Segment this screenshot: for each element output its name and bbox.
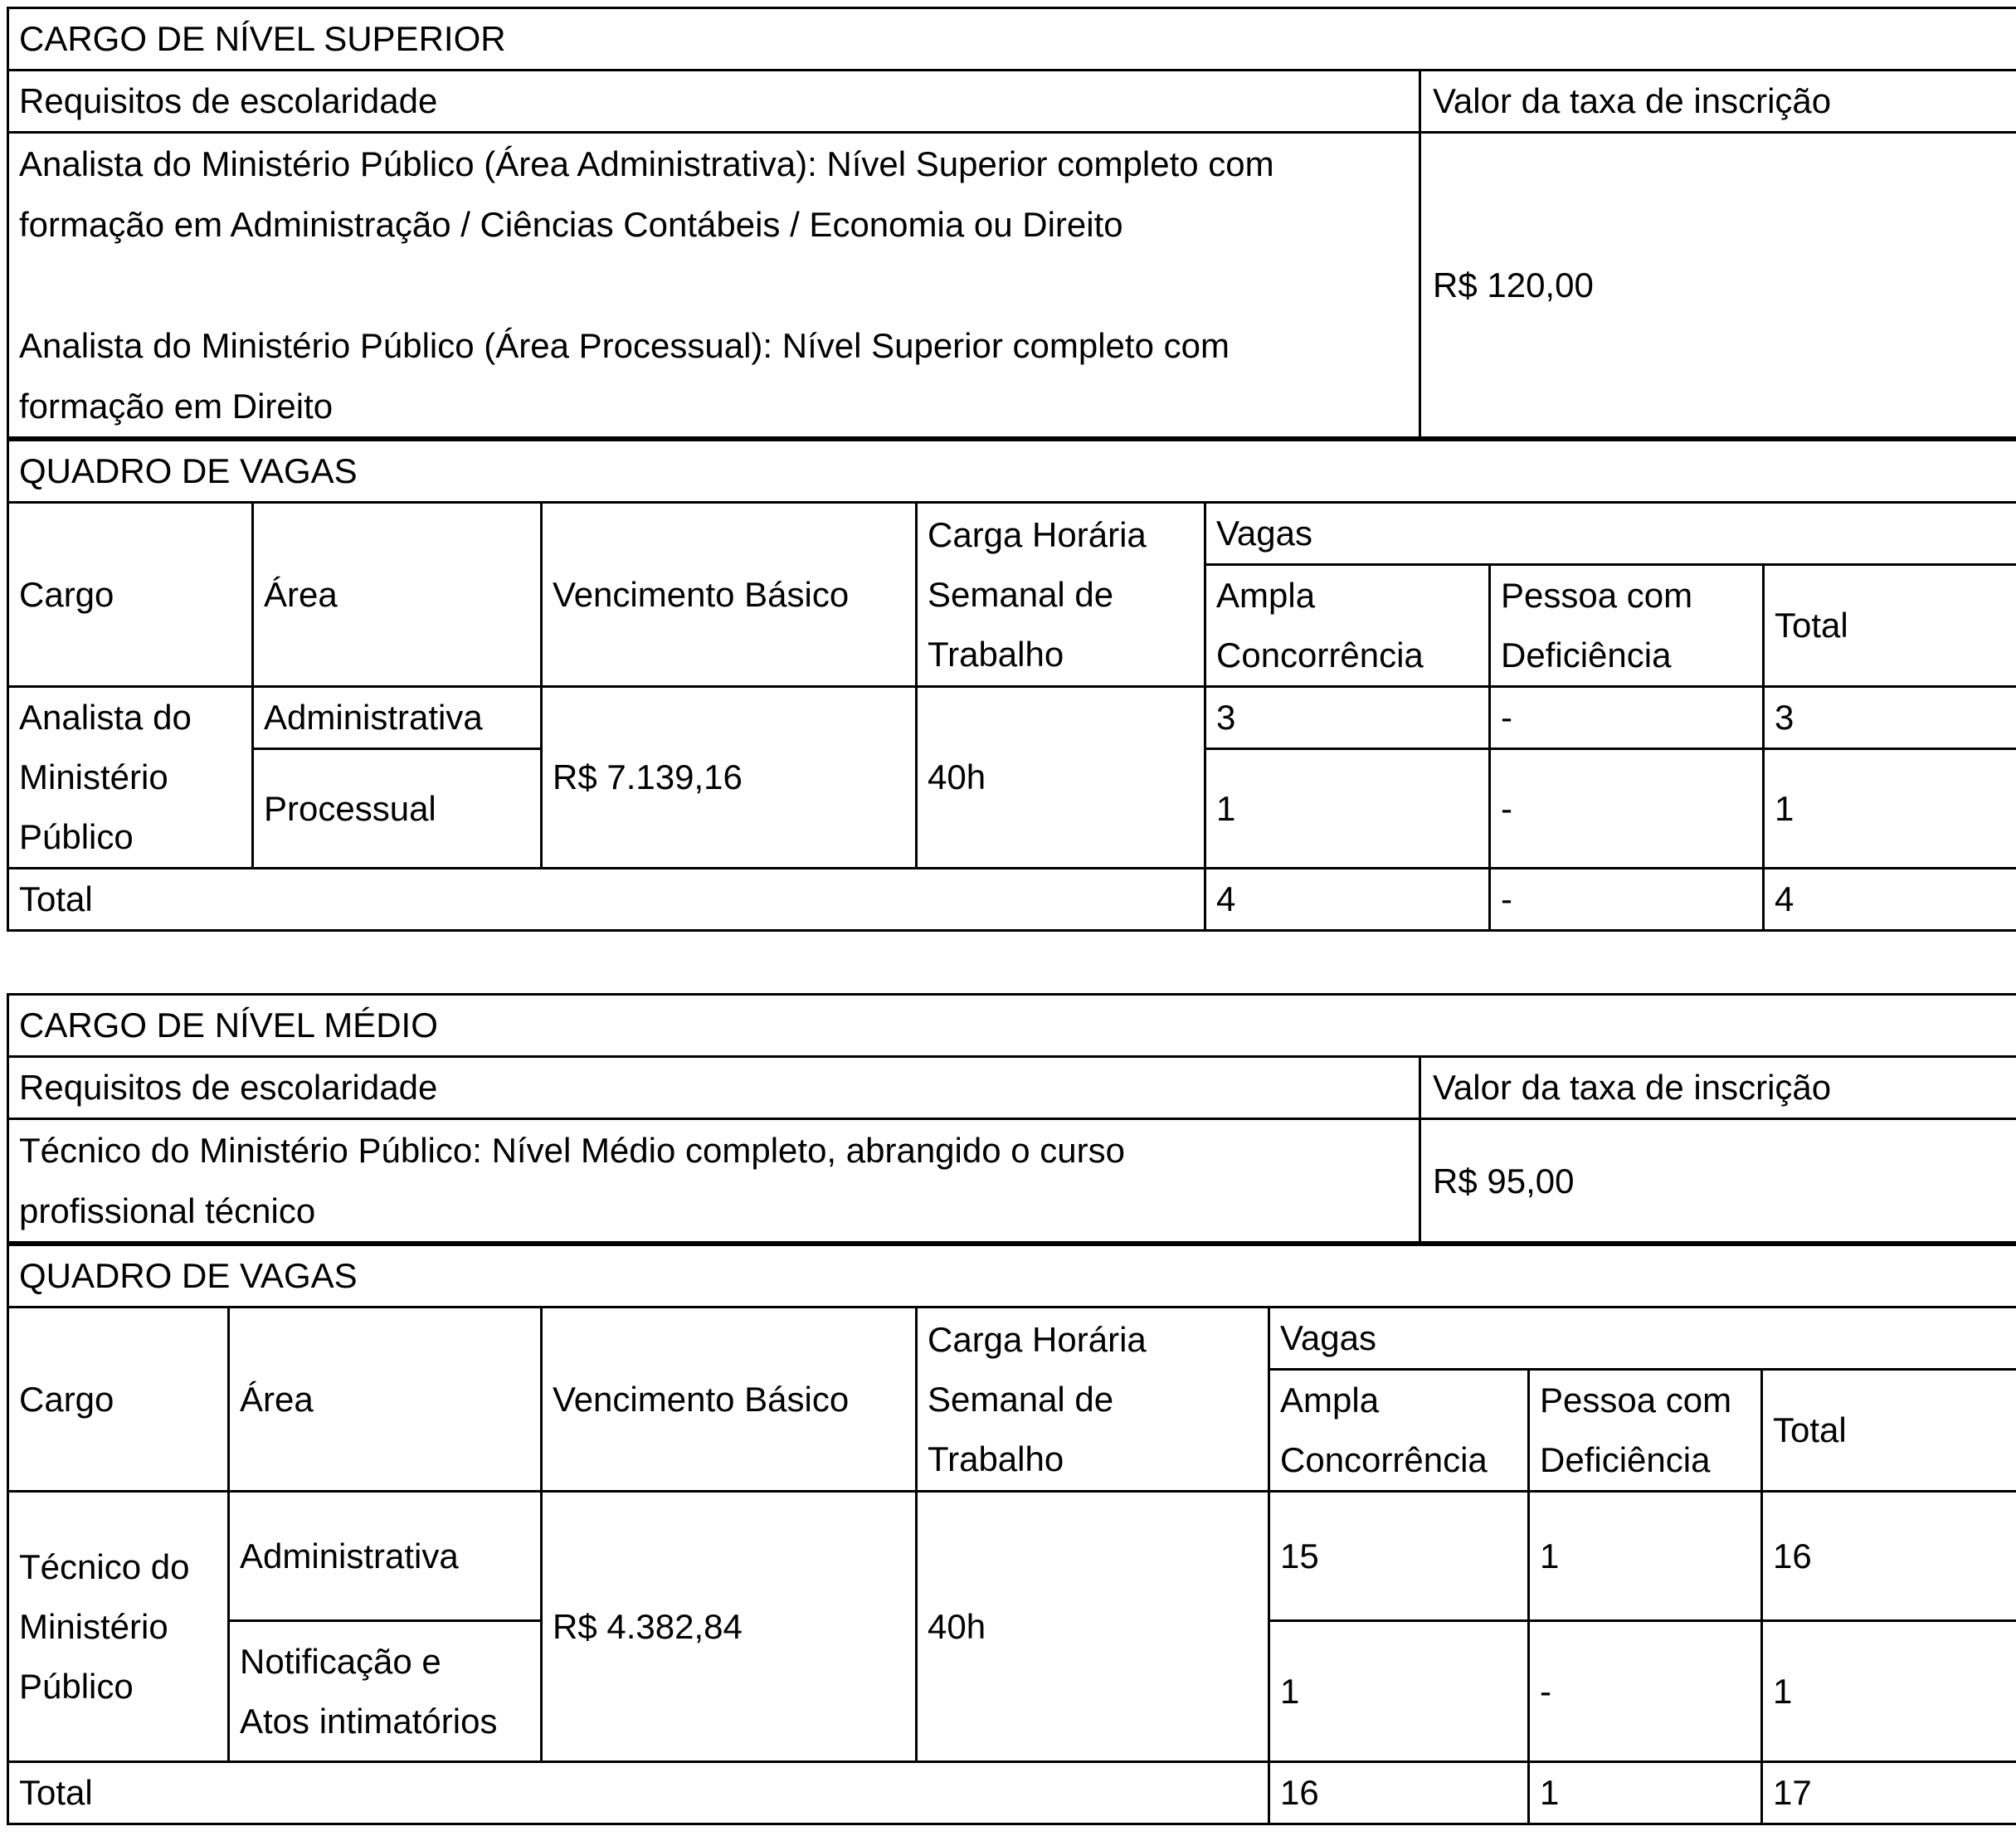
header-ampla-line: Concorrência	[1280, 1440, 1488, 1479]
header-total: Total	[1764, 565, 2016, 687]
total-row	[8, 869, 2016, 931]
requirements-row	[7, 1120, 2016, 1244]
header-carga-line: Semanal de	[928, 1379, 1114, 1419]
carga-cell: 40h	[917, 1492, 1269, 1762]
header-pcd	[1490, 565, 1764, 687]
vacancy-table	[7, 1308, 2016, 1825]
requirement-line: profissional técnico	[19, 1191, 316, 1230]
cargo-line: Técnico do	[19, 1546, 190, 1586]
vencimento-cell: R$ 4.382,84	[542, 1492, 917, 1762]
requirements-text	[9, 1120, 1421, 1241]
header-carga-horaria	[917, 1308, 1269, 1492]
header-vencimento: Vencimento Básico	[542, 1308, 917, 1492]
area-cell: Administrativa	[253, 687, 542, 749]
fee-value: R$ 95,00	[1433, 1161, 1575, 1200]
pcd-cell: -	[1529, 1621, 1762, 1762]
header-carga-line: Trabalho	[928, 634, 1064, 674]
vencimento-cell: R$ 7.139,16	[542, 687, 917, 869]
total-cell: 16	[1762, 1492, 2016, 1621]
table-row	[8, 1492, 2016, 1621]
pcd-cell: -	[1490, 749, 1764, 869]
carga-cell: 40h	[917, 687, 1205, 869]
requirements-header: Requisitos de escolaridade	[9, 1058, 1421, 1118]
section-title: CARGO DE NÍVEL SUPERIOR	[7, 7, 2016, 71]
cargo-line: Analista do	[19, 698, 192, 737]
requirements-text	[9, 134, 1421, 436]
header-carga-line: Carga Horária	[928, 514, 1147, 554]
total-pcd: 1	[1529, 1762, 1762, 1824]
area-line: Atos intimatórios	[240, 1701, 498, 1741]
requirements-header-row	[7, 1058, 2016, 1120]
header-cargo: Cargo	[8, 1308, 229, 1492]
ampla-cell: 15	[1269, 1492, 1529, 1621]
header-ampla-line: Ampla	[1280, 1381, 1380, 1420]
header-pcd-line: Pessoa com	[1540, 1381, 1732, 1420]
requirement-line: Analista do Ministério Público (Área Administrativa): Nível Superior completo com	[19, 144, 1274, 183]
header-ampla	[1205, 565, 1490, 687]
cargo-line: Público	[19, 817, 134, 856]
header-pcd	[1529, 1370, 1762, 1492]
requirement-spacer	[19, 255, 1419, 315]
header-ampla-line: Concorrência	[1216, 636, 1424, 674]
header-vagas: Vagas	[1269, 1308, 2016, 1370]
header-vencimento: Vencimento Básico	[542, 504, 917, 687]
total-ampla: 4	[1205, 869, 1490, 931]
ampla-cell: 1	[1269, 1621, 1529, 1762]
cargo-line: Ministério	[19, 1606, 168, 1646]
total-total: 4	[1764, 869, 2016, 931]
header-area: Área	[229, 1308, 542, 1492]
requirement-line: formação em Direito	[19, 387, 334, 426]
header-carga-line: Trabalho	[928, 1439, 1064, 1478]
header-cargo: Cargo	[8, 504, 253, 687]
area-cell: Administrativa	[229, 1492, 542, 1621]
requirements-header: Requisitos de escolaridade	[9, 71, 1421, 131]
cargo-cell	[8, 1492, 229, 1762]
header-pcd-line: Pessoa com	[1501, 576, 1693, 615]
header-ampla	[1269, 1370, 1529, 1492]
total-row	[8, 1762, 2016, 1824]
requirement-line: formação em Administração / Ciências Contábeis / Economia ou Direito	[19, 205, 1123, 244]
total-pcd: -	[1490, 869, 1764, 931]
requirements-header-row	[7, 71, 2016, 134]
fee-value: R$ 120,00	[1433, 265, 1594, 304]
quadro-title: QUADRO DE VAGAS	[7, 439, 2016, 504]
total-cell: 1	[1764, 749, 2016, 869]
total-label: Total	[8, 869, 1205, 931]
ampla-cell: 3	[1205, 687, 1490, 749]
header-vagas: Vagas	[1205, 504, 2016, 565]
cargo-cell	[8, 687, 253, 869]
total-ampla: 16	[1269, 1762, 1529, 1824]
section-nivel-superior	[7, 7, 2016, 932]
area-line: Notificação e	[240, 1641, 441, 1681]
header-pcd-line: Deficiência	[1540, 1440, 1711, 1479]
cargo-line: Ministério	[19, 757, 168, 796]
requirement-line: Analista do Ministério Público (Área Processual): Nível Superior completo com	[19, 326, 1230, 365]
header-carga-horaria	[917, 504, 1205, 687]
header-total: Total	[1762, 1370, 2016, 1492]
section-nivel-medio	[7, 993, 2016, 1825]
total-cell: 1	[1762, 1621, 2016, 1762]
total-total: 17	[1762, 1762, 2016, 1824]
requirements-row	[7, 134, 2016, 439]
pcd-cell: -	[1490, 687, 1764, 749]
header-ampla-line: Ampla	[1216, 576, 1316, 615]
area-cell: Processual	[253, 749, 542, 869]
header-pcd-line: Deficiência	[1501, 636, 1672, 674]
section-title: CARGO DE NÍVEL MÉDIO	[7, 993, 2016, 1058]
requirement-line: Técnico do Ministério Público: Nível Médio completo, abrangido o curso	[19, 1131, 1125, 1170]
quadro-title: QUADRO DE VAGAS	[7, 1244, 2016, 1308]
vacancy-table	[7, 504, 2016, 932]
header-carga-line: Carga Horária	[928, 1319, 1147, 1359]
total-label: Total	[8, 1762, 1269, 1824]
header-carga-line: Semanal de	[928, 574, 1114, 614]
cargo-line: Público	[19, 1666, 134, 1706]
pcd-cell: 1	[1529, 1492, 1762, 1621]
total-cell: 3	[1764, 687, 2016, 749]
ampla-cell: 1	[1205, 749, 1490, 869]
fee-header: Valor da taxa de inscrição	[1433, 81, 1832, 120]
header-area: Área	[253, 504, 542, 687]
table-row	[8, 687, 2016, 749]
area-cell	[229, 1621, 542, 1762]
fee-header: Valor da taxa de inscrição	[1433, 1068, 1832, 1107]
